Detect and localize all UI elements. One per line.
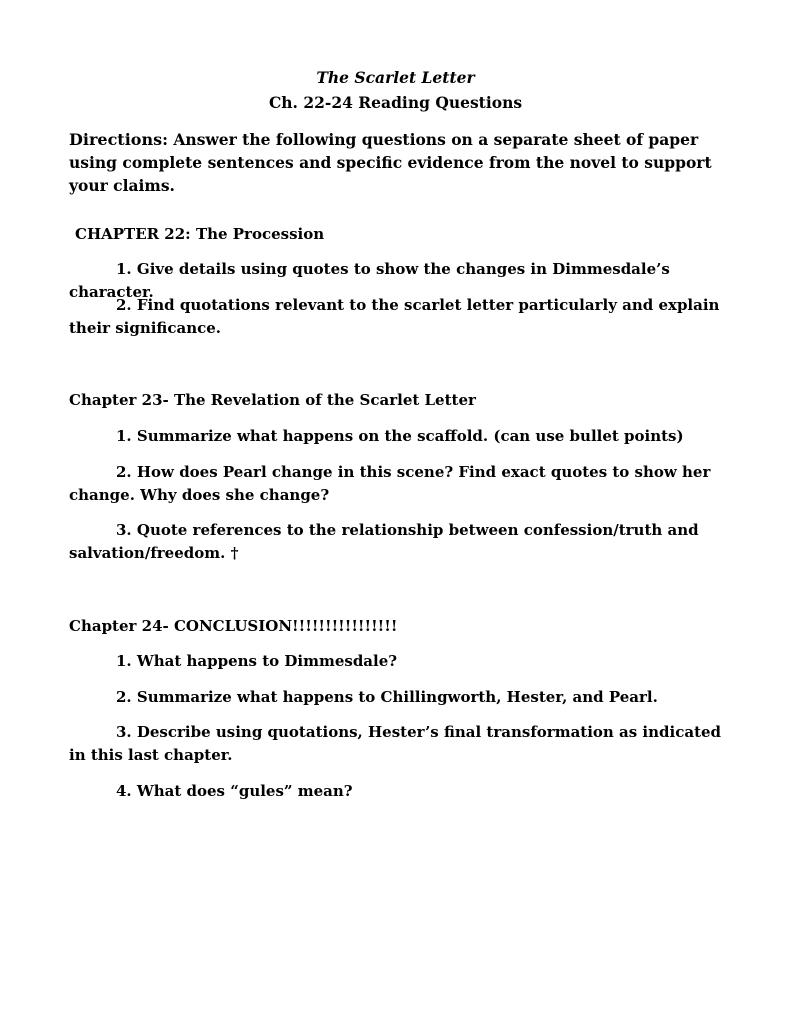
chapter-24-question-3: 3. Describe using quotations, Hester’s final transformation as indicated in this last chapter. [69, 723, 722, 764]
chapter-22-question-2: 2. Find quotations relevant to the scarlet letter particularly and explain their significance. [69, 296, 720, 337]
chapter-24-question-1: 1. What happens to Dimmesdale? [116, 652, 398, 670]
chapter-24-question-4: 4. What does “gules” mean? [116, 782, 353, 800]
chapter-23-question-2: 2. How does Pearl change in this scene? Find exact quotes to show her change. Why does she change? [69, 463, 711, 504]
chapter-22-heading: CHAPTER 22: The Procession [75, 225, 325, 243]
document-title: The Scarlet Letter [316, 68, 475, 87]
chapter-24-heading: Chapter 24- CONCLUSION!!!!!!!!!!!!!!!! [69, 617, 398, 635]
chapter-24-question-2: 2. Summarize what happens to Chillingworth, Hester, and Pearl. [116, 688, 658, 706]
directions-label: Directions: [69, 130, 168, 149]
chapter-22-question-1: 1. Give details using quotes to show the changes in Dimmesdale’s character. [69, 260, 670, 301]
directions-paragraph [69, 128, 729, 197]
directions-text: Answer the following questions on a separate sheet of paper using complete sentences and specific evidence from the novel to support your claims. [69, 130, 712, 195]
chapter-23-heading: Chapter 23- The Revelation of the Scarlet Letter [69, 391, 476, 409]
document-subtitle: Ch. 22-24 Reading Questions [268, 93, 523, 112]
chapter-23-question-1: 1. Summarize what happens on the scaffold. (can use bullet points) [116, 427, 684, 445]
chapter-23-question-3: 3. Quote references to the relationship between confession/truth and salvation/freedom. † [69, 521, 699, 562]
